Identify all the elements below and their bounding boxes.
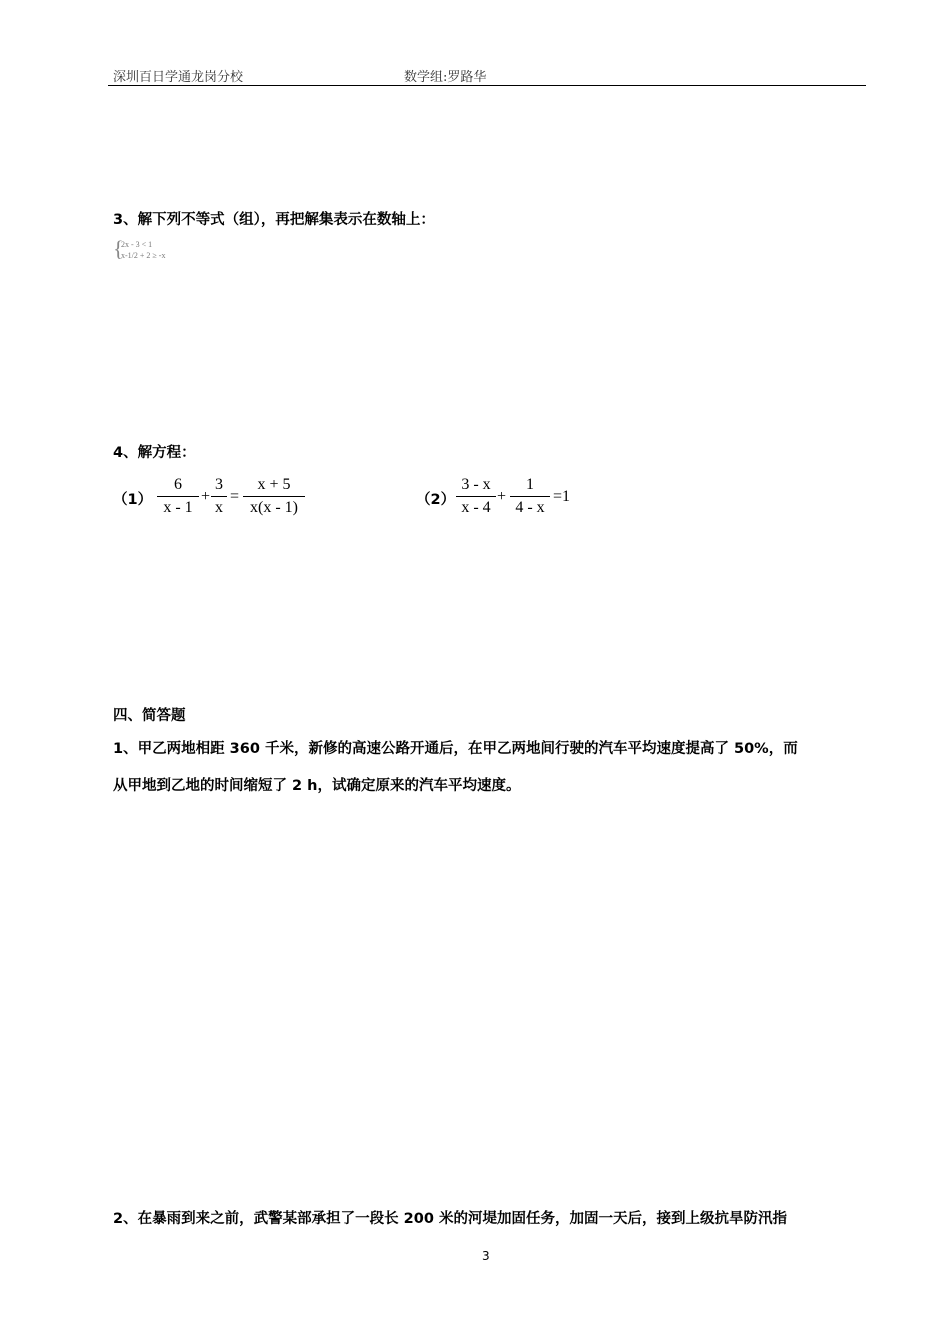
eq2-label: （2） xyxy=(416,492,456,508)
section4-p1-line1: 1、甲乙两地相距 360 千米，新修的高速公路开通后，在甲乙两地间行驶的汽车平均速度提高了 50%，而 xyxy=(113,741,798,757)
fraction-bar xyxy=(211,496,227,497)
eq1-equals: = xyxy=(230,488,240,505)
page-number: 3 xyxy=(482,1249,490,1263)
header-group: 数学组:罗路华 xyxy=(404,70,487,85)
fraction-bar xyxy=(456,496,496,497)
fraction-bar xyxy=(243,496,305,497)
section4-p1-line2: 从甲地到乙地的时间缩短了 2 h，试确定原来的汽车平均速度。 xyxy=(113,778,521,794)
eq1-f2-denominator: x xyxy=(215,499,223,516)
eq1-fraction-1 xyxy=(157,476,199,517)
eq2-f1-numerator: 3 - x xyxy=(461,476,491,493)
eq1-f1-numerator: 6 xyxy=(174,476,182,493)
q4-equation-2 xyxy=(416,476,716,526)
fraction-bar xyxy=(157,496,199,497)
header-school: 深圳百日学通龙岗分校 xyxy=(113,70,244,85)
q4-title: 4、解方程： xyxy=(113,445,196,461)
q3-line2: x-1/2 + 2 ≥ -x xyxy=(121,251,166,260)
section4-p2-line1: 2、在暴雨到来之前，武警某部承担了一段长 200 米的河堤加固任务，加固一天后，接到上级抗旱防汛指 xyxy=(113,1211,787,1227)
eq2-plus: + xyxy=(497,488,507,505)
q3-brace: { xyxy=(113,236,124,261)
eq2-f1-denominator: x - 4 xyxy=(461,499,491,516)
section4-title: 四、简答题 xyxy=(113,708,186,724)
eq1-plus: + xyxy=(201,488,211,505)
header-rule xyxy=(108,85,866,86)
eq1-f3-numerator: x + 5 xyxy=(257,476,291,493)
eq1-f3-denominator: x(x - 1) xyxy=(250,499,298,516)
q3-line1: 2x - 3 < 1 xyxy=(121,240,153,249)
eq2-rhs: =1 xyxy=(553,488,571,505)
q4-equation-1 xyxy=(113,476,413,526)
eq1-f2-numerator: 3 xyxy=(215,476,223,493)
eq2-fraction-1 xyxy=(456,476,496,517)
eq2-f2-denominator: 4 - x xyxy=(515,499,545,516)
eq1-label: （1） xyxy=(113,492,153,508)
eq1-f1-denominator: x - 1 xyxy=(163,499,193,516)
fraction-bar xyxy=(510,496,550,497)
eq1-fraction-2 xyxy=(211,476,227,517)
eq1-fraction-3 xyxy=(243,476,305,517)
eq2-fraction-2 xyxy=(510,476,550,517)
q3-title: 3、解下列不等式（组），再把解集表示在数轴上： xyxy=(113,212,435,228)
eq2-f2-numerator: 1 xyxy=(526,476,534,493)
